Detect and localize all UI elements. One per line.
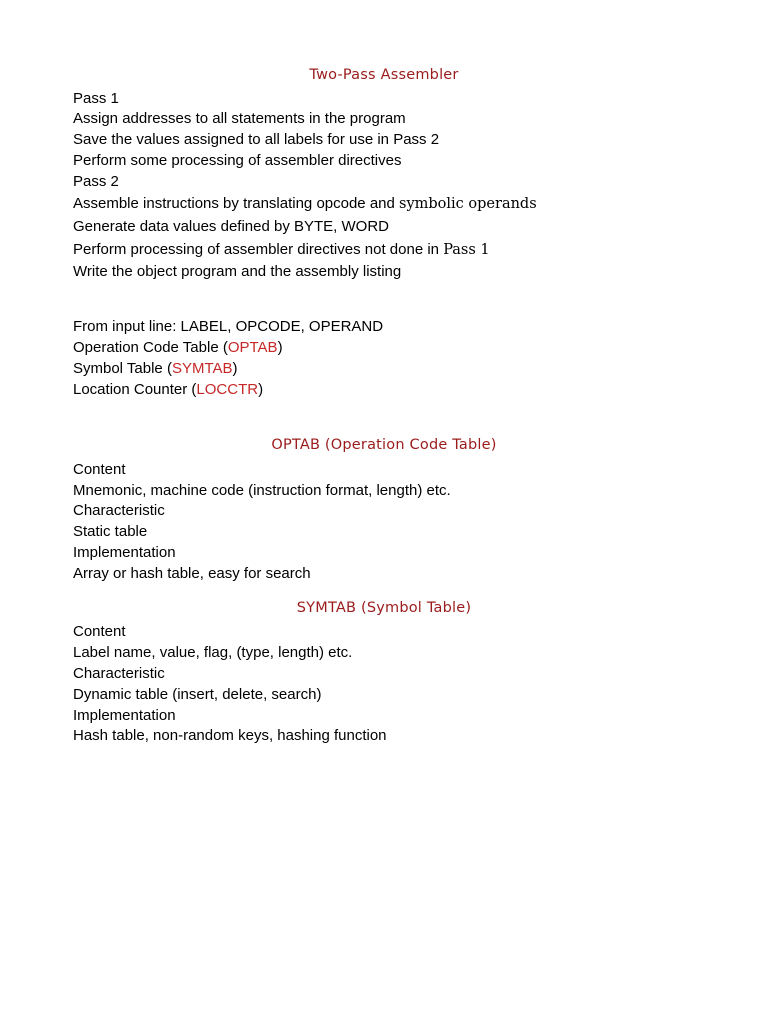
symtab-line — [73, 360, 238, 378]
pass2-item-1-serif-text: symbolic operands — [399, 196, 537, 212]
pass2-label: Pass 2 — [73, 173, 119, 190]
optab-item-6: Array or hash table, easy for search — [73, 565, 311, 582]
pass1-item-1: Assign addresses to all statements in the program — [73, 110, 406, 127]
optab-item-5: Implementation — [73, 544, 176, 561]
symtab-item-6: Hash table, non-random keys, hashing function — [73, 727, 387, 744]
pass2-item-3 — [73, 241, 490, 259]
locctr-abbreviation: LOCCTR — [196, 381, 259, 398]
symtab-item-5: Implementation — [73, 707, 176, 724]
symtab-item-3: Characteristic — [73, 665, 165, 682]
optab-item-4: Static table — [73, 523, 148, 540]
pass1-item-2: Save the values assigned to all labels for use in Pass 2 — [73, 131, 440, 148]
locctr-line-prefix: Location Counter ( — [73, 381, 197, 398]
optab-line-suffix: ) — [277, 339, 283, 356]
optab-line — [73, 339, 283, 357]
symtab-item-4: Dynamic table (insert, delete, search) — [73, 686, 322, 703]
pass2-item-4: Write the object program and the assembly listing — [73, 263, 402, 280]
pass2-item-1 — [73, 195, 537, 213]
locctr-line — [73, 381, 263, 399]
pass2-item-2: Generate data values defined by BYTE, WORD — [73, 218, 389, 235]
optab-line-prefix: Operation Code Table ( — [73, 339, 228, 356]
optab-item-2: Mnemonic, machine code (instruction format, length) etc. — [73, 482, 451, 499]
symtab-line-prefix: Symbol Table ( — [73, 360, 172, 377]
pass2-item-3-text: Perform processing of assembler directives not done in — [73, 241, 444, 258]
pass1-item-3: Perform some processing of assembler directives — [73, 152, 402, 169]
pass1-label: Pass 1 — [73, 90, 119, 107]
pass2-item-3-serif-text: Pass 1 — [443, 242, 490, 258]
pass2-item-1-text: Assemble instructions by translating opcode and — [73, 195, 400, 212]
input-line-text: From input line: LABEL, OPCODE, OPERAND — [73, 318, 384, 335]
locctr-line-suffix: ) — [258, 381, 264, 398]
symtab-item-2: Label name, value, flag, (type, length) etc. — [73, 644, 353, 661]
symtab-abbreviation: SYMTAB — [171, 360, 233, 377]
symtab-line-suffix: ) — [232, 360, 238, 377]
optab-abbreviation: OPTAB — [227, 339, 278, 356]
symtab-heading: SYMTAB (Symbol Table) — [296, 600, 472, 616]
optab-heading: OPTAB (Operation Code Table) — [271, 437, 497, 453]
optab-item-3: Characteristic — [73, 502, 165, 519]
symtab-item-1: Content — [73, 623, 126, 640]
two-pass-assembler-heading: Two-Pass Assembler — [309, 67, 459, 83]
optab-item-1: Content — [73, 461, 126, 478]
